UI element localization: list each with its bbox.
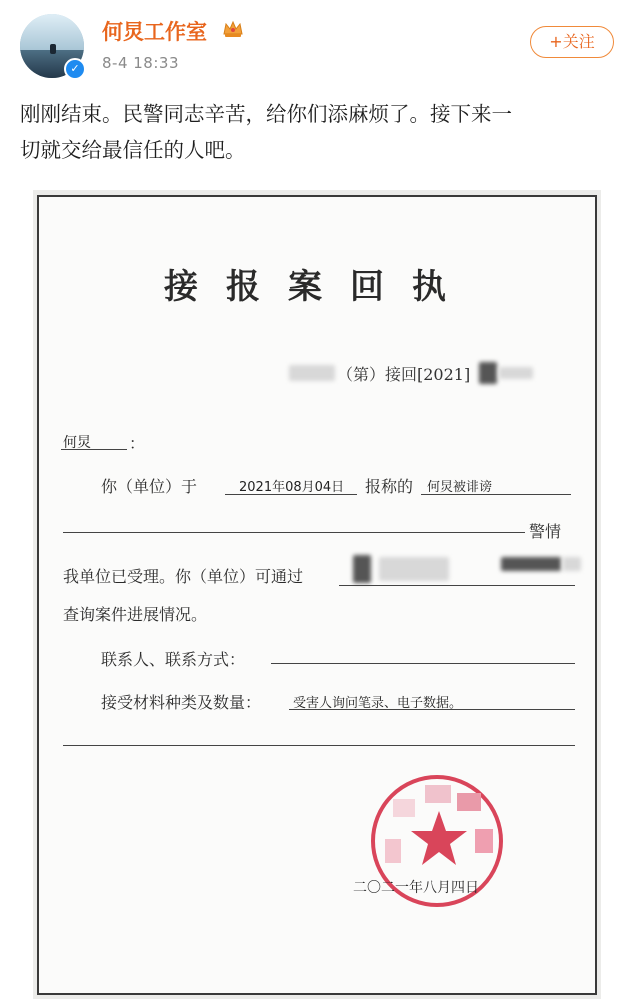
report-date: 2021年08月04日 — [239, 480, 345, 495]
post-header — [0, 0, 640, 90]
redacted-ref-number-2 — [499, 367, 533, 379]
document-title: 接报案回执 — [164, 267, 474, 307]
post-text — [20, 96, 620, 168]
line3-underline — [339, 585, 575, 586]
redacted-ref-number — [479, 362, 497, 384]
document-ref-number: （第）接回[2021] — [337, 365, 471, 384]
report-subject-underline — [421, 494, 571, 495]
contact-underline — [271, 663, 575, 664]
redacted-query-method-3 — [501, 557, 561, 571]
line4: 查询案件进展情况。 — [63, 605, 208, 624]
verified-badge-icon: ✓ — [64, 58, 86, 80]
report-subject: 何炅被诽谤 — [427, 480, 493, 495]
line1-mid: 报称的 — [365, 477, 414, 496]
recipient-name: 何炅 — [63, 435, 91, 451]
line3-prefix: 我单位已受理。你（单位）可通过 — [63, 567, 304, 586]
seal-mosaic-5 — [385, 839, 401, 863]
contact-label: 联系人、联系方式： — [101, 650, 246, 669]
author-name[interactable]: 何炅工作室 — [102, 20, 207, 44]
redacted-query-method-2 — [379, 557, 449, 581]
blank-line — [63, 745, 575, 746]
line1-prefix: 你（单位）于 — [101, 477, 198, 496]
redacted-query-method-4 — [563, 557, 581, 571]
document-image[interactable] — [37, 195, 597, 995]
materials-label: 接受材料种类及数量： — [101, 693, 262, 712]
line2-suffix: 警情 — [529, 522, 562, 541]
follow-button[interactable]: +关注 — [530, 26, 614, 58]
post-text-line-2: 切就交给最信任的人吧。 — [20, 138, 246, 162]
seal-mosaic-1 — [425, 785, 451, 803]
avatar-figure — [50, 44, 56, 54]
materials-value: 受害人询问笔录、电子数据。 — [293, 696, 463, 711]
redacted-query-method-1 — [353, 555, 371, 583]
line2-underline — [63, 532, 525, 533]
crown-icon — [222, 18, 244, 40]
materials-underline — [289, 709, 575, 710]
post-text-line-1: 刚刚结束。民警同志辛苦，给你们添麻烦了。接下来一 — [20, 102, 512, 126]
redacted-ref-prefix — [289, 365, 335, 381]
seal-mosaic-4 — [475, 829, 493, 853]
post-timestamp: 8-4 18:33 — [102, 54, 179, 72]
recipient-underline — [61, 449, 127, 450]
seal-star-icon — [409, 809, 469, 869]
date-signed: 二〇二一年八月四日 — [353, 880, 479, 896]
report-date-underline — [225, 494, 357, 495]
recipient-colon: ： — [129, 434, 146, 453]
